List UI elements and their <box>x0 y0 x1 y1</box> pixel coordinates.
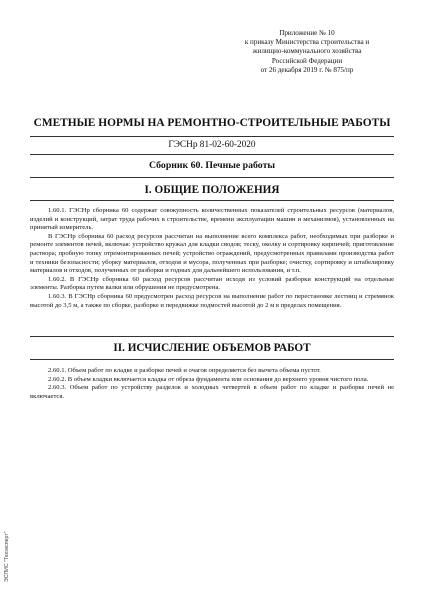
paragraph: В ГЭСНр сборника 60 расход ресурсов рассчитан на выполнение всего комплекса работ, необходимых при разборке и ремонте элементов печей, включая: устройство кружал для кладки сводов; теску, околку и сортировку кирпичей; приготовление раствора; пробную топку отремонтированных печей; устройство ограждений, предусмотренных правилами производства работ и техники безопасности; уборку материалов, отходов и мусора, полученных при разборке; очистку, сортировку и штабелировку материалов и отходов, полученных от разборки и годных для дальнейшего использования, и т.п. <box>30 232 394 275</box>
appendix-header <box>214 29 400 75</box>
vertical-stamp: ЭСПИС "Техэксперт" <box>4 531 10 582</box>
section-2-body <box>30 367 394 401</box>
paragraph: 2.60.3. Объем работ по устройству разделок и холодных четвертей в объем работ по кладке и разборке печей не включается. <box>30 384 394 400</box>
section-divider <box>30 177 394 178</box>
paragraph: 1.60.1. ГЭСНр сборника 60 содержат совокупность количественных показателей строительных ресурсов (материалов, изделий и конструкций, затрат труда рабочих в строительстве, времени эксплуатации машин и механизмов), установленных на принятый измеритель. <box>30 207 394 232</box>
norm-code: ГЭСНр 81-02-60-2020 <box>30 136 394 155</box>
section-1-title: I. ОБЩИЕ ПОЛОЖЕНИЯ <box>144 184 280 196</box>
paragraph: 2.60.2. В объем кладки включается кладка от обреза фундамента или основания до верхнего уровня чистого пола. <box>48 375 369 383</box>
section-1-body <box>30 207 394 310</box>
paragraph: 1.60.2. В ГЭСНр сборника 60 расход ресурсов рассчитан исходя из условий разборки конструкций на отдельные элементы. Разборка путем валки или обрушения не предусмотрена. <box>30 275 394 292</box>
appendix-line: жилищно-коммунального хозяйства <box>252 47 362 56</box>
section-2-title: II. ИСЧИСЛЕНИЕ ОБЪЕМОВ РАБОТ <box>113 342 311 354</box>
appendix-line: Приложение № 10 <box>279 29 335 37</box>
document-title: СМЕТНЫЕ НОРМЫ НА РЕМОНТНО-СТРОИТЕЛЬНЫЕ РАБОТЫ <box>33 117 391 129</box>
appendix-line: от 26 декабря 2019 г. № 875/пр <box>260 65 354 74</box>
section-divider <box>30 336 394 337</box>
appendix-line: Российской Федерации <box>271 56 343 65</box>
section-divider <box>30 359 394 360</box>
paragraph: 2.60.1. Объем работ по кладке и разборке печей и очагов определяется без вычета объема пустот. <box>48 367 321 374</box>
appendix-line: к приказу Министерства строительства и <box>244 38 370 47</box>
section-divider <box>30 200 394 201</box>
collection-title: Сборник 60. Печные работы <box>148 160 276 171</box>
paragraph: 1.60.3. В ГЭСНр сборника 60 предусмотрен расход ресурсов на выполнение работ по перестановке лестниц и стремянок высотой до 3,5 м, а также по сборке, разборке и передвижке подмостей высотой до 2 м в пределах помещения. <box>30 292 394 309</box>
